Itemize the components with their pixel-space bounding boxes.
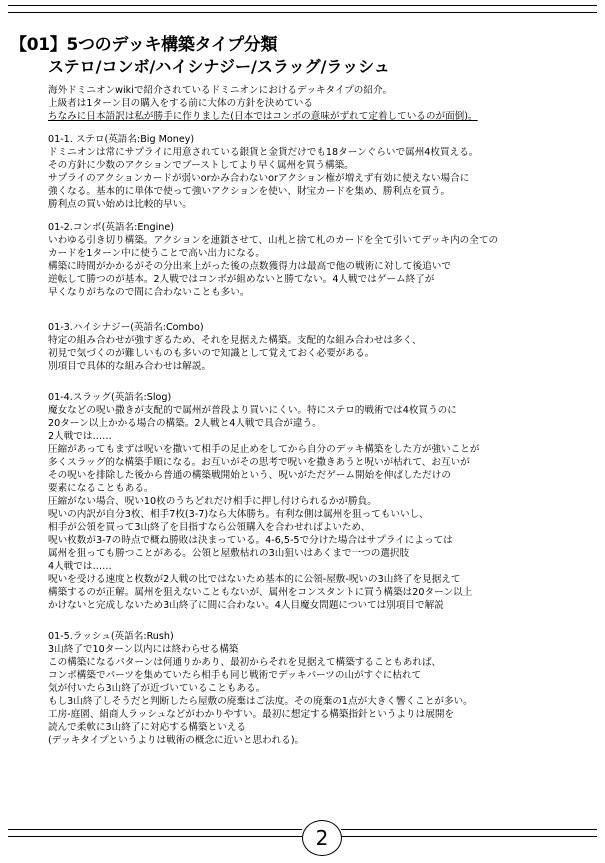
section-line: (デッキタイプというよりは戦術の概念に近いと思われる)。 [48, 735, 305, 746]
section-line: 4人戦では…… [48, 561, 112, 572]
intro-paragraph [48, 84, 596, 123]
section-line: 早くなりがちなので間に合わないことも多い。 [48, 287, 250, 298]
section-line: その呪いを排除した後から普通の構築戦開始という、呪いがただゲーム開始を伸ばしただけの [48, 470, 451, 481]
section-big-money [48, 133, 596, 211]
section-heading: 01-4.スラッグ(英語名:Slog) [48, 392, 172, 403]
section-line: 魔女などの呪い撒きが支配的で属州が普段より買いにくい。特にステロ的戦術では4枚買うのに [48, 405, 457, 416]
section-line: 呪いの内訳が自分3枚、相手7枚(3-7)なら大体勝ち。有利な側は属州を狙ってもいいし、 [48, 509, 429, 520]
section-line: この構築になるパターンは何通りかあり、最初からそれを見据えて構築することもあれば、 [48, 657, 442, 668]
section-line: 圧縮があってもまずは呪いを撒いて相手の足止めをしてから自分のデッキ構築をした方が強いことが [48, 444, 480, 455]
section-line: 工房-庭園、絹商人ラッシュなどがわかりやすい。最初に想定する構築指針というよりは展開を [48, 709, 455, 720]
section-line: 気が付いたら3山終了が近づいていることもある。 [48, 683, 266, 694]
section-line: サプライのアクションカードが弱いorかみ合わないorアクション権が増えず有効に使えない場合に [48, 173, 470, 184]
section-engine [48, 221, 596, 299]
section-line: 圧縮がない場合、呪い10枚のうちどれだけ相手に押し付けられるかが勝負。 [48, 496, 377, 507]
section-line: 相手が公領を買って3山終了を目指すなら公領購入を合わせればよいため、 [48, 522, 371, 533]
section-line: 逆転して勝つのが基本。2人戦ではコンボが組めないと勝てない。4人戦ではゲーム終了が [48, 274, 435, 285]
section-heading: 01-1. ステロ(英語名:Big Money) [48, 134, 195, 145]
section-line: 強くなる。基本的に単体で使って強いアクションを使い、財宝カードを集め、勝利点を買う。 [48, 186, 451, 197]
section-line: 初見で気づくのが難しいものも多いので知識として覚えておく必要がある。 [48, 348, 375, 359]
section-combo [48, 321, 596, 373]
section-line: 特定の組み合わせが強すぎるため、それを見据えた構築。支配的な組み合わせは多く、 [48, 335, 422, 346]
section-line: 呪いを受ける速度と枚数が2人戦の比ではないため基本的に公領-屋敷-呪いの3山終了を見据えて [48, 574, 461, 585]
section-line: 勝利点の買い始めは比較的早い。 [48, 199, 192, 210]
intro-line: 上級者は1ターン目の購入をする前に大体の方針を決めている [48, 98, 313, 109]
section-line: ドミニオンは常にサプライに用意されている銀貨と金貨だけでも18ターンぐらいで属州4枚買える。 [48, 147, 479, 158]
section-line: コンボ構築でパーツを集めていたら相手も同じ戦術でデッキパーツの山がすぐに枯れて [48, 670, 422, 681]
section-line: 別項目で具体的な組み合わせは解説。 [48, 361, 212, 372]
intro-line: ちなみに日本語訳は私が勝手に作りました(日本ではコンボの意味がずれて定着しているのが面倒)。 [48, 111, 478, 122]
section-line: 要素になることもある。 [48, 483, 154, 494]
top-rule-2 [8, 12, 597, 13]
bottom-rule-left-1 [8, 829, 302, 830]
section-rush [48, 630, 596, 747]
section-line: カードを1ターン中に使うことで高い出力になる。 [48, 248, 265, 259]
page-number: 2 [315, 826, 329, 850]
page-title: 【01】5つのデッキ構築タイプ分類 [10, 35, 278, 55]
bottom-rule-left-2 [8, 836, 302, 837]
section-line: 多くスラッグ的な構築手順になる。お互いがその思考で呪いを撒きあうと呪いが枯れて、お互いが [48, 457, 470, 468]
document-body [48, 84, 596, 757]
section-line: 属州を狙っても勝つことがある。公領と屋敷枯れの3山狙いはあくまで一つの選択肢 [48, 548, 410, 559]
section-heading: 01-5.ラッシュ(英語名:Rush) [48, 631, 174, 642]
section-line: 呪い枚数が3-7の時点で概ね勝敗は決まっている。4-6,5-5で分けた場合はサプライによっては [48, 535, 453, 546]
section-line: 3山終了で10ターン以内には終わらせる構築 [48, 644, 239, 655]
section-slog [48, 391, 596, 612]
section-line: かけないと完成しないため3山終了に間に合わない。4人目魔女問題については別項目で解説 [48, 600, 444, 611]
section-heading: 01-3.ハイシナジー(英語名:Combo) [48, 322, 204, 333]
section-line: 2人戦では…… [48, 431, 112, 442]
section-line: 読んで柔軟に3山終了に対応する構築といえる [48, 722, 246, 733]
intro-line: 海外ドミニオンwikiで紹介されているドミニオンにおけるデッキタイプの紹介。 [48, 85, 393, 96]
bottom-rule-right-2 [341, 836, 597, 837]
section-line: 20ターン以上かかる場合の構築。2人戦と4人戦で具合が違う。 [48, 418, 322, 429]
top-rule-1 [8, 5, 597, 6]
section-line: 構築するのが正解。属州を狙えないこともないが、属州をコンスタントに買う構築は20ターン以上 [48, 587, 473, 598]
page-number-badge [302, 820, 342, 856]
section-line: もし3山終了しそうだと判断したら屋敷の廃棄はご法度。その廃棄の1点が大きく響くことが多い。 [48, 696, 473, 707]
section-line: いわゆる引き切り構築。アクションを連鎖させて、山札と捨て札のカードを全て引いてデッキ内の全ての [48, 235, 499, 246]
section-line: その方針に少数のアクションでブーストしてより早く属州を買う構築。 [48, 160, 354, 171]
bottom-rule-right-1 [341, 829, 597, 830]
page-subtitle: ステロ/コンボ/ハイシナジー/スラッグ/ラッシュ [48, 57, 390, 76]
section-line: 構築に時間がかかるがその分出来上がった後の点数獲得力は最高で他の戦術に対して後追いで [48, 261, 451, 272]
section-heading: 01-2.コンボ(英語名:Engine) [48, 222, 174, 233]
